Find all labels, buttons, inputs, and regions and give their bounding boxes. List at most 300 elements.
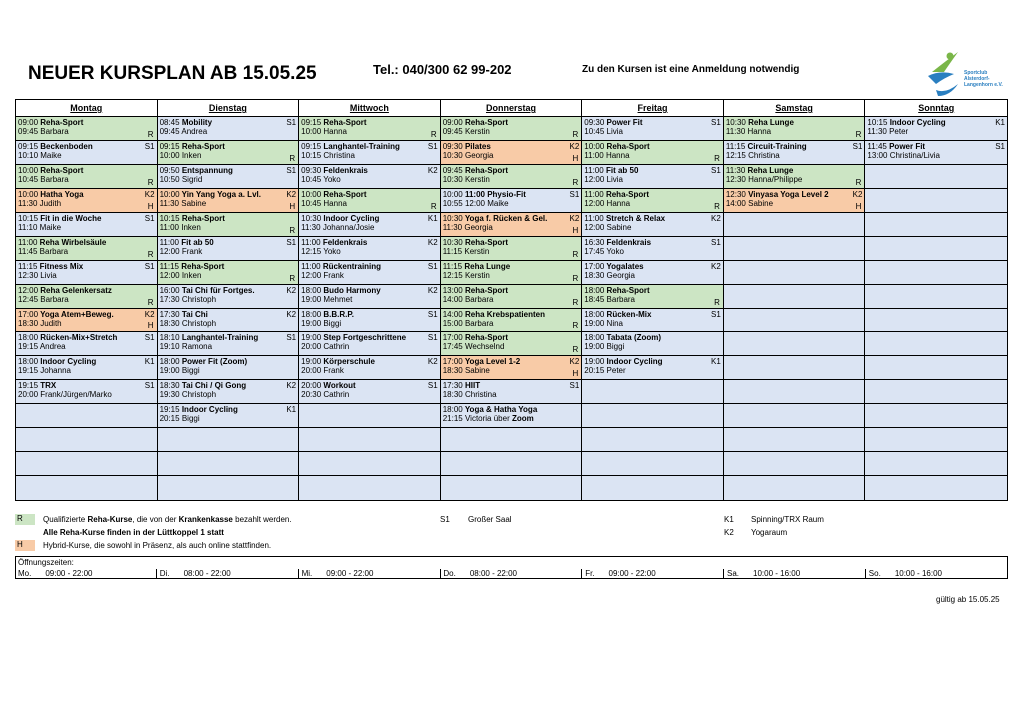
course-trainer-line (18, 366, 155, 375)
end-time: 14:00 (442, 294, 463, 304)
end-time: 12:00 (584, 198, 605, 208)
day-header-2: Mittwoch (299, 100, 441, 117)
hybrid-marker: H (572, 153, 579, 163)
start-time: 10:15 (159, 213, 180, 223)
course-name: Reha-Sport (40, 118, 84, 127)
trainer-name: Wechselnd (464, 342, 505, 352)
start-time: 10:30 (442, 213, 463, 223)
course-trainer-line (584, 223, 721, 232)
trainer-name: Ramona (181, 342, 213, 352)
course-trainer-line (726, 199, 863, 208)
end-time: 21:15 (442, 414, 463, 424)
start-time: 11:15 (442, 261, 463, 271)
empty-cell (16, 476, 158, 500)
course-trainer-line (443, 295, 580, 304)
end-time: 17:30 (159, 294, 180, 304)
course-name: Indoor Cycling (40, 357, 97, 367)
room-code: S1 (144, 381, 155, 391)
room-code-s1: S1 (440, 515, 450, 524)
reha-marker: R (289, 273, 296, 283)
start-time: 11:15 (159, 261, 179, 271)
course-trainer-line (18, 151, 155, 160)
end-time: 13:00 (867, 150, 888, 160)
start-time: 18:30 (159, 381, 180, 391)
start-time: 19:00 (301, 333, 322, 343)
end-time: 11:30 (301, 222, 321, 232)
reha-swatch: R (15, 514, 35, 525)
course-cell (441, 404, 583, 428)
course-trainer-line (443, 151, 580, 160)
course-name: Tai Chi / Qi Gong (181, 381, 247, 391)
empty-cell (724, 285, 866, 309)
start-time: 11:00 (301, 237, 321, 247)
empty-cell (724, 476, 866, 500)
room-code: S1 (427, 261, 438, 271)
end-time: 20:00 (18, 390, 39, 400)
trainer-name: Sigrid (181, 174, 203, 184)
empty-cell (724, 332, 866, 356)
course-name: Reha-Sport (181, 213, 225, 223)
empty-cell (158, 428, 300, 452)
course-trainer-line (443, 223, 580, 232)
page-title: NEUER KURSPLAN AB 15.05.25 (28, 63, 317, 84)
end-time: 19:00 (584, 318, 605, 328)
schedule-grid (15, 99, 1008, 501)
room-code: K2 (286, 285, 297, 295)
start-time: 10:00 (18, 189, 39, 199)
empty-cell (865, 428, 1007, 452)
course-trainer-line (584, 342, 721, 351)
empty-cell (865, 213, 1007, 237)
course-trainer-line (18, 342, 155, 351)
course-title-line (584, 142, 721, 151)
course-name: Rückentraining (322, 261, 382, 271)
course-trainer-line (301, 199, 438, 208)
course-cell (16, 237, 158, 261)
end-time: 10:30 (442, 150, 463, 160)
course-title-line (301, 214, 438, 223)
start-time: 14:00 (442, 309, 463, 319)
reha-marker: R (572, 177, 579, 187)
room-code: K1 (144, 357, 155, 367)
hybrid-legend-text: Hybrid-Kurse, die sowohl in Präsenz, als auch online stattfinden. (43, 541, 272, 550)
course-cell (441, 165, 583, 189)
course-title-line (584, 357, 721, 366)
course-cell (724, 189, 866, 213)
room-code: S1 (569, 381, 580, 391)
trainer-name: Hanna (747, 127, 772, 136)
course-name: Langhantel-Training (323, 141, 400, 151)
end-time: 12:15 (442, 270, 463, 280)
empty-cell (724, 213, 866, 237)
course-trainer-line (726, 175, 863, 184)
course-name: Fit in die Woche (40, 213, 102, 223)
course-title-line (584, 166, 721, 175)
room-code-k2: K2 (724, 528, 734, 537)
trainer-name: Hanna (323, 198, 347, 208)
trainer-name: Hanna (323, 127, 347, 136)
hours-range: 09:00 - 22:00 (45, 569, 93, 578)
end-time: 18:30 (442, 366, 463, 376)
trainer-name: Hanna (605, 150, 630, 160)
end-time: 18:30 (159, 318, 180, 328)
empty-cell (865, 380, 1007, 404)
reha-marker: R (714, 201, 720, 211)
end-time: 10:45 (584, 127, 605, 136)
trainer-name: Kerstin (464, 270, 490, 280)
start-time: 09:30 (301, 165, 322, 175)
empty-cell (582, 452, 724, 476)
trainer-name: Frank/Jürgen/Marko (40, 390, 112, 400)
trainer-name: Biggi (606, 342, 625, 352)
end-time: 19:00 (584, 342, 605, 352)
opening-hours-day (16, 569, 157, 579)
opening-hours-day (441, 569, 582, 579)
hybrid-marker: H (572, 369, 579, 379)
course-trainer-line (443, 247, 580, 256)
course-title-line (443, 214, 580, 223)
club-logo (924, 50, 1014, 100)
room-code: S1 (144, 141, 155, 151)
hours-range: 08:00 - 22:00 (469, 569, 517, 578)
opening-hours-day (300, 569, 441, 579)
empty-cell (865, 356, 1007, 380)
course-name: Rücken-Mix+Stretch (40, 333, 118, 343)
hours-range: 10:00 - 16:00 (753, 569, 801, 578)
empty-cell (582, 380, 724, 404)
room-code: S1 (286, 237, 297, 247)
start-time: 09:45 (442, 165, 463, 175)
course-title-line (18, 357, 155, 366)
day-abbrev: Sa. (727, 569, 740, 578)
course-trainer-line (160, 342, 297, 351)
course-cell (299, 261, 441, 285)
trainer-name: Biggi (323, 318, 342, 328)
start-time: 09:30 (584, 118, 605, 127)
course-trainer-line (443, 342, 580, 351)
start-time: 18:00 (584, 333, 605, 343)
empty-cell (724, 309, 866, 333)
course-name: Reha Lunge (747, 165, 794, 175)
course-trainer-line (443, 390, 580, 399)
course-name: Budo Harmony (323, 285, 381, 295)
end-time: 20:00 (301, 342, 322, 352)
day-header-6: Sonntag (865, 100, 1007, 117)
end-time: 19:00 (159, 366, 180, 376)
start-time: 11:00 (301, 261, 321, 271)
phone-number: Tel.: 040/300 62 99-202 (373, 62, 512, 77)
room-code: S1 (286, 333, 297, 343)
empty-cell (299, 452, 441, 476)
room-code: S1 (144, 261, 155, 271)
end-time: 12:00 (584, 222, 605, 232)
room-code: K2 (711, 261, 721, 271)
course-trainer-line (584, 295, 721, 304)
start-time: 19:00 (301, 357, 322, 367)
end-time: 20:00 (301, 366, 322, 376)
course-title-line (160, 333, 297, 342)
course-cell (16, 332, 158, 356)
course-trainer-line (301, 223, 438, 232)
zoom-label: Zoom (511, 414, 534, 424)
course-cell (441, 380, 583, 404)
course-title-line (18, 262, 155, 271)
room-name-k2: Yogaraum (751, 528, 788, 537)
end-time: 10:45 (301, 198, 322, 208)
end-time: 10:00 (159, 150, 180, 160)
course-name: Feldenkrais (606, 237, 652, 247)
course-name: Langhantel-Training (181, 333, 259, 343)
start-time: 12:30 (725, 189, 746, 199)
course-trainer-line (18, 127, 155, 136)
trainer-name: Hanna/Philippe (748, 174, 803, 184)
room-code: S1 (144, 333, 155, 343)
opening-hours-label: Öffnungszeiten: (18, 558, 74, 567)
course-trainer-line (160, 247, 297, 256)
trainer-name: Peter (606, 366, 626, 376)
course-name: Yoga f. Rücken & Gel. (464, 213, 548, 223)
empty-cell (865, 261, 1007, 285)
course-name: Fit ab 50 (605, 165, 639, 175)
course-name: Reha-Sport (464, 118, 509, 127)
course-title-line (160, 166, 297, 175)
course-name: Power Fit (Zoom) (181, 357, 248, 367)
course-name: Reha-Sport (606, 141, 650, 151)
course-trainer-line (160, 199, 297, 208)
trainer-name: Sabine (181, 198, 207, 208)
course-title-line (18, 142, 155, 151)
trainer-name: Kerstin (464, 246, 490, 256)
course-cell (299, 165, 441, 189)
trainer-name: 12:00 Maike (464, 198, 509, 208)
course-name: Beckenboden (40, 141, 93, 151)
course-trainer-line (584, 271, 721, 280)
reha-marker: R (572, 297, 579, 307)
course-name: Reha-Sport (40, 165, 84, 175)
course-title-line (443, 118, 580, 127)
empty-cell (299, 428, 441, 452)
room-code: S1 (569, 189, 580, 199)
end-time: 19:00 (301, 318, 322, 328)
trainer-name: Barbara (464, 294, 494, 304)
trainer-name: Yoko (606, 246, 624, 256)
course-title-line (160, 405, 297, 414)
trainer-name: Christina/Livia (889, 150, 940, 160)
course-name: Reha Lunge (464, 261, 511, 271)
course-cell (441, 117, 583, 141)
course-name: Vinyasa Yoga Level 2 (748, 189, 829, 199)
course-trainer-line (584, 151, 721, 160)
start-time: 11:15 (18, 261, 38, 271)
trainer-name: Biggi (181, 414, 200, 424)
end-time: 18:30 (584, 270, 605, 280)
course-cell (158, 404, 300, 428)
course-trainer-line (18, 223, 155, 232)
course-title-line (584, 190, 721, 199)
trainer-name: Christoph (181, 294, 217, 304)
course-name: Reha-Sport (464, 333, 509, 343)
course-cell (299, 309, 441, 333)
course-name: Reha-Sport (606, 285, 650, 295)
course-cell (158, 117, 300, 141)
start-time: 18:00 (18, 357, 39, 367)
course-name: Feldenkrais (322, 237, 368, 247)
course-trainer-line (584, 127, 721, 136)
room-code: S1 (995, 141, 1005, 151)
course-cell (158, 332, 300, 356)
trainer-name: Barbara (39, 246, 69, 256)
course-title-line (18, 214, 155, 223)
start-time: 18:00 (18, 333, 39, 343)
course-cell (441, 237, 583, 261)
course-title-line (443, 142, 580, 151)
course-cell (441, 261, 583, 285)
course-name: Reha-Sport (323, 189, 367, 199)
course-trainer-line (18, 295, 155, 304)
room-code: S1 (427, 333, 438, 343)
course-trainer-line (301, 247, 438, 256)
course-cell (582, 309, 724, 333)
course-name: Rücken-Mix (606, 309, 652, 319)
reha-marker: R (855, 129, 862, 139)
start-time: 12:00 (18, 285, 39, 295)
course-trainer-line (18, 175, 155, 184)
course-cell (299, 285, 441, 309)
course-title-line (443, 405, 580, 414)
end-time: 17:45 (442, 342, 463, 352)
end-time: 12:45 (18, 294, 39, 304)
course-cell (158, 261, 300, 285)
course-title-line (160, 381, 297, 390)
empty-cell (299, 404, 441, 428)
course-title-line (301, 286, 438, 295)
course-name: Power Fit (606, 118, 643, 127)
day-abbrev: Fr. (585, 569, 595, 578)
empty-cell (865, 404, 1007, 428)
hybrid-marker: H (855, 201, 862, 211)
course-cell (158, 356, 300, 380)
course-name: Indoor Cycling (889, 118, 946, 127)
course-trainer-line (584, 366, 721, 375)
end-time: 19:15 (18, 342, 39, 352)
course-title-line (18, 238, 155, 247)
end-time: 12:30 (725, 174, 746, 184)
trainer-name: Inken (181, 270, 202, 280)
course-title-line (584, 214, 721, 223)
trainer-name: Cathrin (323, 390, 350, 400)
course-title-line (867, 118, 1005, 127)
trainer-name: Biggi (181, 366, 200, 376)
course-title-line (301, 118, 438, 127)
course-name: Hatha Yoga (40, 189, 84, 199)
room-code: S1 (711, 165, 721, 175)
logo-text: Sportclub Alsterdorf-Langenhorn e.V. (964, 70, 1003, 88)
course-name: Reha Krebspatienten (464, 309, 545, 319)
empty-cell (865, 189, 1007, 213)
day-header-1: Dienstag (158, 100, 300, 117)
course-cell (865, 117, 1007, 141)
course-cell (299, 141, 441, 165)
room-code: K1 (711, 357, 721, 367)
course-cell (441, 141, 583, 165)
course-trainer-line (18, 247, 155, 256)
course-trainer-line (160, 271, 297, 280)
day-abbrev: Di. (159, 569, 170, 578)
trainer-name: Barbara (464, 318, 494, 328)
room-code: S1 (427, 141, 438, 151)
course-name: Reha-Sport (323, 118, 367, 127)
start-time: 10:30 (442, 237, 463, 247)
end-time: 10:10 (18, 150, 39, 160)
start-time: 09:15 (301, 118, 322, 127)
empty-cell (16, 428, 158, 452)
room-code: K2 (427, 237, 438, 247)
course-title-line (443, 238, 580, 247)
course-trainer-line (18, 390, 155, 399)
room-code: K2 (144, 309, 155, 319)
trainer-name: Sabine (748, 198, 774, 208)
course-name: Körperschule (323, 357, 375, 367)
course-title-line (301, 166, 438, 175)
room-code: K2 (427, 285, 438, 295)
end-time: 15:00 (442, 318, 463, 328)
trainer-name: Christina (323, 150, 355, 160)
course-name: Fit ab 50 (181, 237, 214, 247)
reha-marker: R (430, 201, 437, 211)
trainer-name: Georgia (464, 150, 494, 160)
end-time: 09:45 (442, 127, 463, 136)
course-title-line (301, 238, 438, 247)
empty-cell (724, 237, 866, 261)
course-trainer-line (160, 151, 297, 160)
trainer-name: Frank (181, 246, 203, 256)
course-trainer-line (584, 319, 721, 328)
end-time: 12:15 (301, 246, 322, 256)
course-trainer-line (18, 199, 155, 208)
trainer-name: Yoko (323, 246, 341, 256)
empty-cell (724, 428, 866, 452)
start-time: 18:00 (584, 285, 605, 295)
start-time: 17:00 (18, 309, 39, 319)
empty-cell (865, 285, 1007, 309)
course-title-line (584, 333, 721, 342)
course-cell (158, 237, 300, 261)
room-code: K2 (569, 141, 580, 151)
course-trainer-line (160, 295, 297, 304)
course-trainer-line (301, 295, 438, 304)
course-trainer-line (443, 271, 580, 280)
reha-marker: R (572, 249, 579, 259)
end-time: 12:00 (159, 246, 180, 256)
course-trainer-line (443, 175, 580, 184)
trainer-name: Inken (181, 222, 201, 232)
reha-marker: R (289, 153, 296, 163)
course-name: Tai Chi (181, 309, 208, 319)
course-title-line (18, 333, 155, 342)
course-cell (582, 356, 724, 380)
course-cell (582, 332, 724, 356)
course-title-line (443, 262, 580, 271)
start-time: 11:00 (18, 237, 38, 247)
course-title-line (160, 286, 297, 295)
course-title-line (301, 262, 438, 271)
course-name: B.B.R.P. (323, 309, 354, 319)
course-trainer-line (160, 175, 297, 184)
end-time: 19:30 (159, 390, 180, 400)
course-cell (299, 189, 441, 213)
end-time: 20:15 (159, 414, 180, 424)
course-title-line (726, 118, 863, 127)
